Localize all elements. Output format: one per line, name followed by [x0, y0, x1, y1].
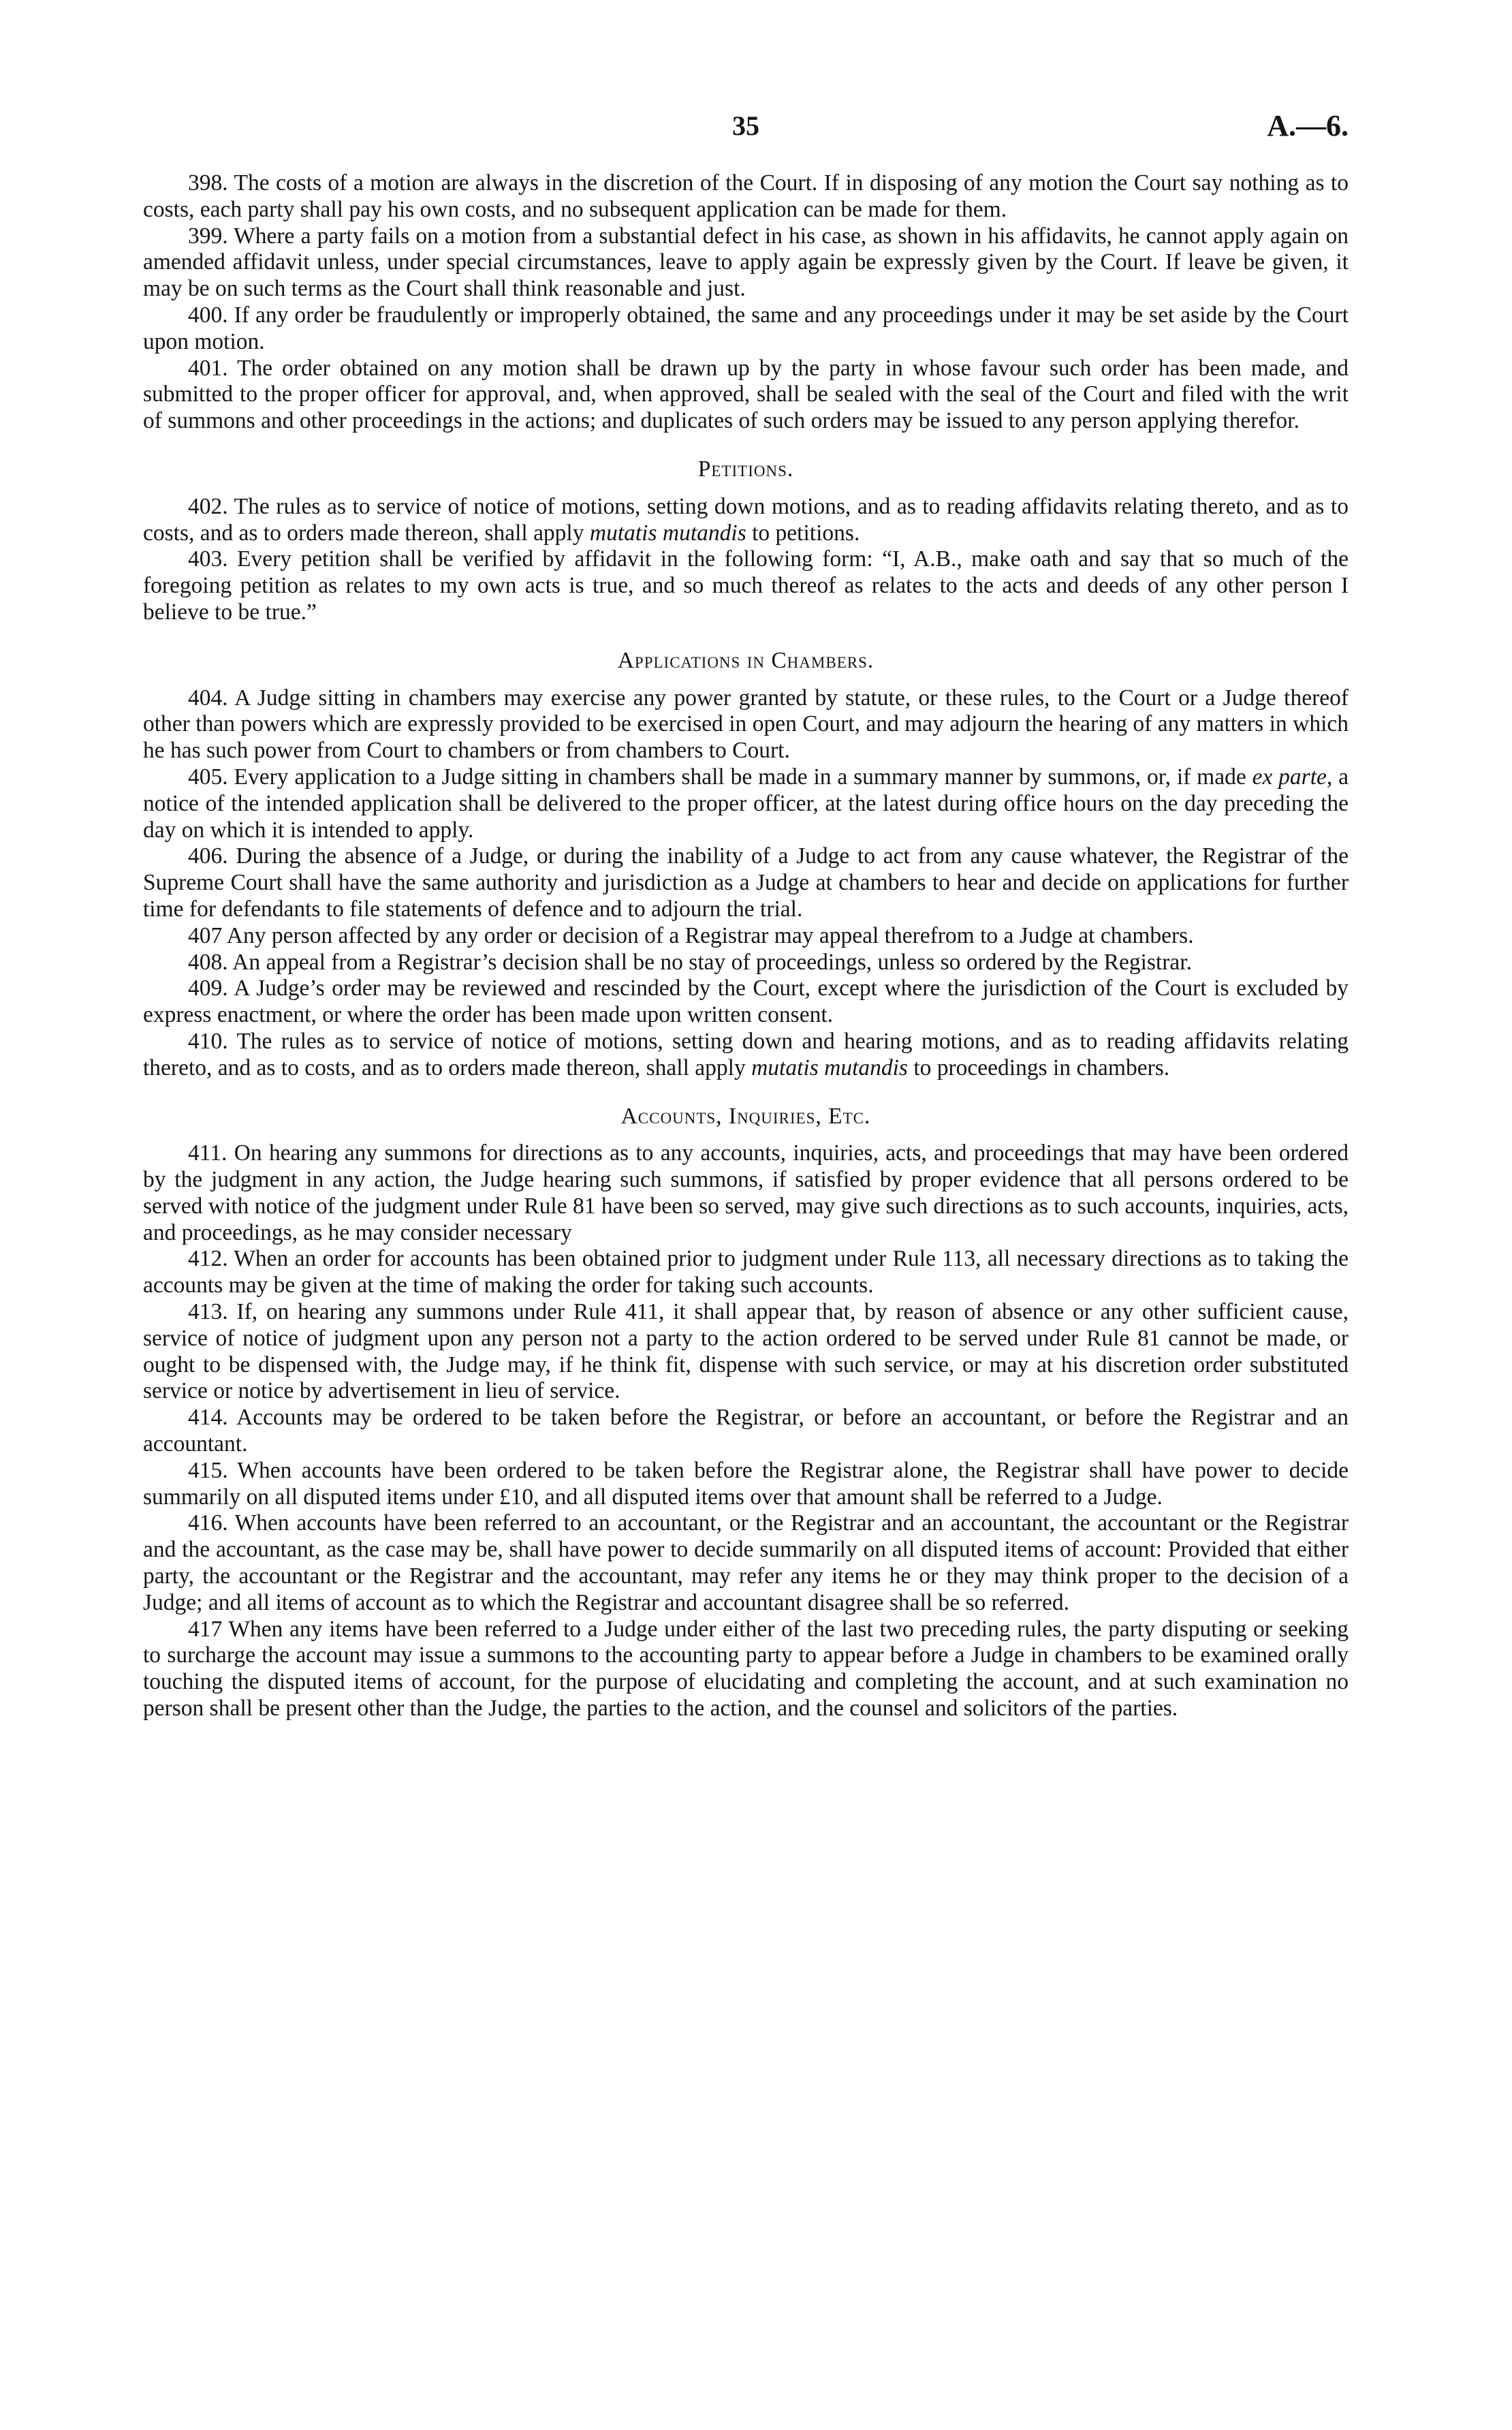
rule-401: 401. The order obtained on any motion shall be drawn up by the party in whose favour such order has been made, and submitted to the proper officer for approval, and, when approved, shall be sealed with the seal of the Court and filed with the writ of summons and other proceedings in the actions; and duplicates of such orders may be issued to any person applying therefor. — [143, 355, 1349, 434]
rule-404: 404. A Judge sitting in chambers may exercise any power granted by statute, or these rules, to the Court or a Judge thereof other than powers which are expressly provided to be exercised in open Court, and may adjourn the hearing of any matters in which he has such power from Court to chambers or from chambers to Court. — [143, 685, 1349, 764]
rule-402-latin: mutatis mutandis — [589, 520, 746, 546]
rule-410-text-b: to proceedings in chambers. — [907, 1055, 1170, 1080]
rule-410-text-a: 410. The rules as to service of notice of motions, setting down and hearing motions, and as to reading affidavits relating thereto, and as to costs, and as to orders made thereon, shall apply — [143, 1028, 1349, 1080]
rule-417: 417 When any items have been referred to a Judge under either of the last two preceding rules, the party disputing or seeking to surcharge the account may issue a summons to the accounting party to appear before a Judge in chambers to be examined orally touching the disputed items of account, for the purpose of elucidating and completing the account, and at such examination no person shall be present other than the Judge, the parties to the action, and the counsel and solicitors of the parties. — [143, 1616, 1349, 1722]
rule-409: 409. A Judge’s order may be reviewed and rescinded by the Court, except where the jurisdiction of the Court is excluded by express enactment, or where the order has been made upon written consent. — [143, 976, 1349, 1028]
rule-414: 414. Accounts may be ordered to be taken before the Registrar, or before an accountant, or before the Registrar and an accountant. — [143, 1405, 1349, 1457]
rule-398: 398. The costs of a motion are always in the discretion of the Court. If in disposing of any motion the Court say nothing as to costs, each party shall pay his own costs, and no subsequent application can be made for them. — [143, 170, 1349, 222]
rule-399: 399. Where a party fails on a motion from a substantial defect in his case, as shown in his affidavits, he cannot apply again on amended affidavit unless, under special circumstances, leave to apply again be expressly given by the Court. If leave be given, it may be on such terms as the Court shall think reasonable and just. — [143, 223, 1349, 302]
rule-403: 403. Every petition shall be verified by affidavit in the following form: “I, A.B., make oath and say that so much of the foregoing petition as relates to my own acts is true, and so much thereof as relates to the acts and deeds of any other person I believe to be true.” — [143, 546, 1349, 625]
rule-412: 412. When an order for accounts has been obtained prior to judgment under Rule 113, all necessary directions as to taking the accounts may be given at the time of making the order for taking such accounts. — [143, 1246, 1349, 1298]
rule-410 — [143, 1029, 1349, 1082]
rule-400: 400. If any order be fraudulently or improperly obtained, the same and any proceedings under it may be set aside by the Court upon motion. — [143, 302, 1349, 354]
section-heading-chambers: Applications in Chambers. — [617, 647, 875, 673]
rule-405-text-a: 405. Every application to a Judge sitting in chambers shall be made in a summary manner by summons, or, if made — [188, 764, 1253, 790]
rule-416: 416. When accounts have been referred to an accountant, or the Registrar and an accountant, the accountant or the Registrar and the accountant, as the case may be, shall have power to decide summarily on all disputed items of account: Provided that either party, the accountant or the Registrar and the accountant, may refer any items he or they may think proper to the decision of a Judge; and all items of account as to which the Registrar and accountant disagree shall be so referred. — [143, 1510, 1349, 1615]
rule-405-text-b: , a notice of the intended application shall be delivered to the proper officer, at the latest during office hours on the day preceding the day on which it is intended to apply. — [143, 764, 1349, 843]
rule-402-text-a: 402. The rules as to service of notice of motions, setting down motions, and as to reading affidavits relating thereto, and as to costs, and as to orders made thereon, shall apply — [143, 493, 1349, 546]
rule-413: 413. If, on hearing any summons under Rule 411, it shall appear that, by reason of absence or any other sufficient cause, service of notice of judgment upon any person not a party to the action ordered to be served under Rule 81 cannot be made, or ought to be dispensed with, the Judge may, if he think fit, dispense with such service, or may at his discretion order substituted service or notice by advertisement in lieu of service. — [143, 1299, 1349, 1404]
rule-402 — [143, 494, 1349, 547]
page-number: 35 — [732, 110, 759, 141]
rule-402-text-b: to petitions. — [746, 520, 860, 546]
section-heading-accounts: Accounts, Inquiries, Etc. — [620, 1103, 871, 1129]
rule-407: 407 Any person affected by any order or decision of a Registrar may appeal therefrom to a Judge at chambers. — [188, 922, 1194, 948]
rule-406: 406. During the absence of a Judge, or during the inability of a Judge to act from any cause whatever, the Registrar of the Supreme Court shall have the same authority and jurisdiction as a Judge at chambers to hear and decide on applications for further time for defendants to file statements of defence and to adjourn the trial. — [143, 843, 1349, 922]
rule-411: 411. On hearing any summons for directions as to any accounts, inquiries, acts, and proceedings that may have been ordered by the judgment in any action, the Judge hearing such summons, if satisfied by proper evidence that all persons ordered to be served with notice of the judgment under Rule 81 have been so served, may give such directions as to such accounts, inquiries, acts, and proceedings, as he may consider necessary — [143, 1140, 1349, 1245]
document-code: A.—6. — [1267, 109, 1349, 142]
rule-408: 408. An appeal from a Registrar’s decision shall be no stay of proceedings, unless so ordered by the Registrar. — [188, 949, 1192, 975]
document-page — [143, 109, 1349, 1722]
page-header — [143, 109, 1349, 170]
rule-405 — [143, 764, 1349, 843]
rule-410-latin: mutatis mutandis — [751, 1055, 908, 1080]
rule-415: 415. When accounts have been ordered to be taken before the Registrar alone, the Registrar shall have power to decide summarily on all disputed items under £10, and all disputed items over that amount shall be referred to a Judge. — [143, 1457, 1349, 1510]
rule-405-latin: ex parte — [1252, 764, 1327, 790]
section-heading-petitions: Petitions. — [697, 456, 794, 482]
